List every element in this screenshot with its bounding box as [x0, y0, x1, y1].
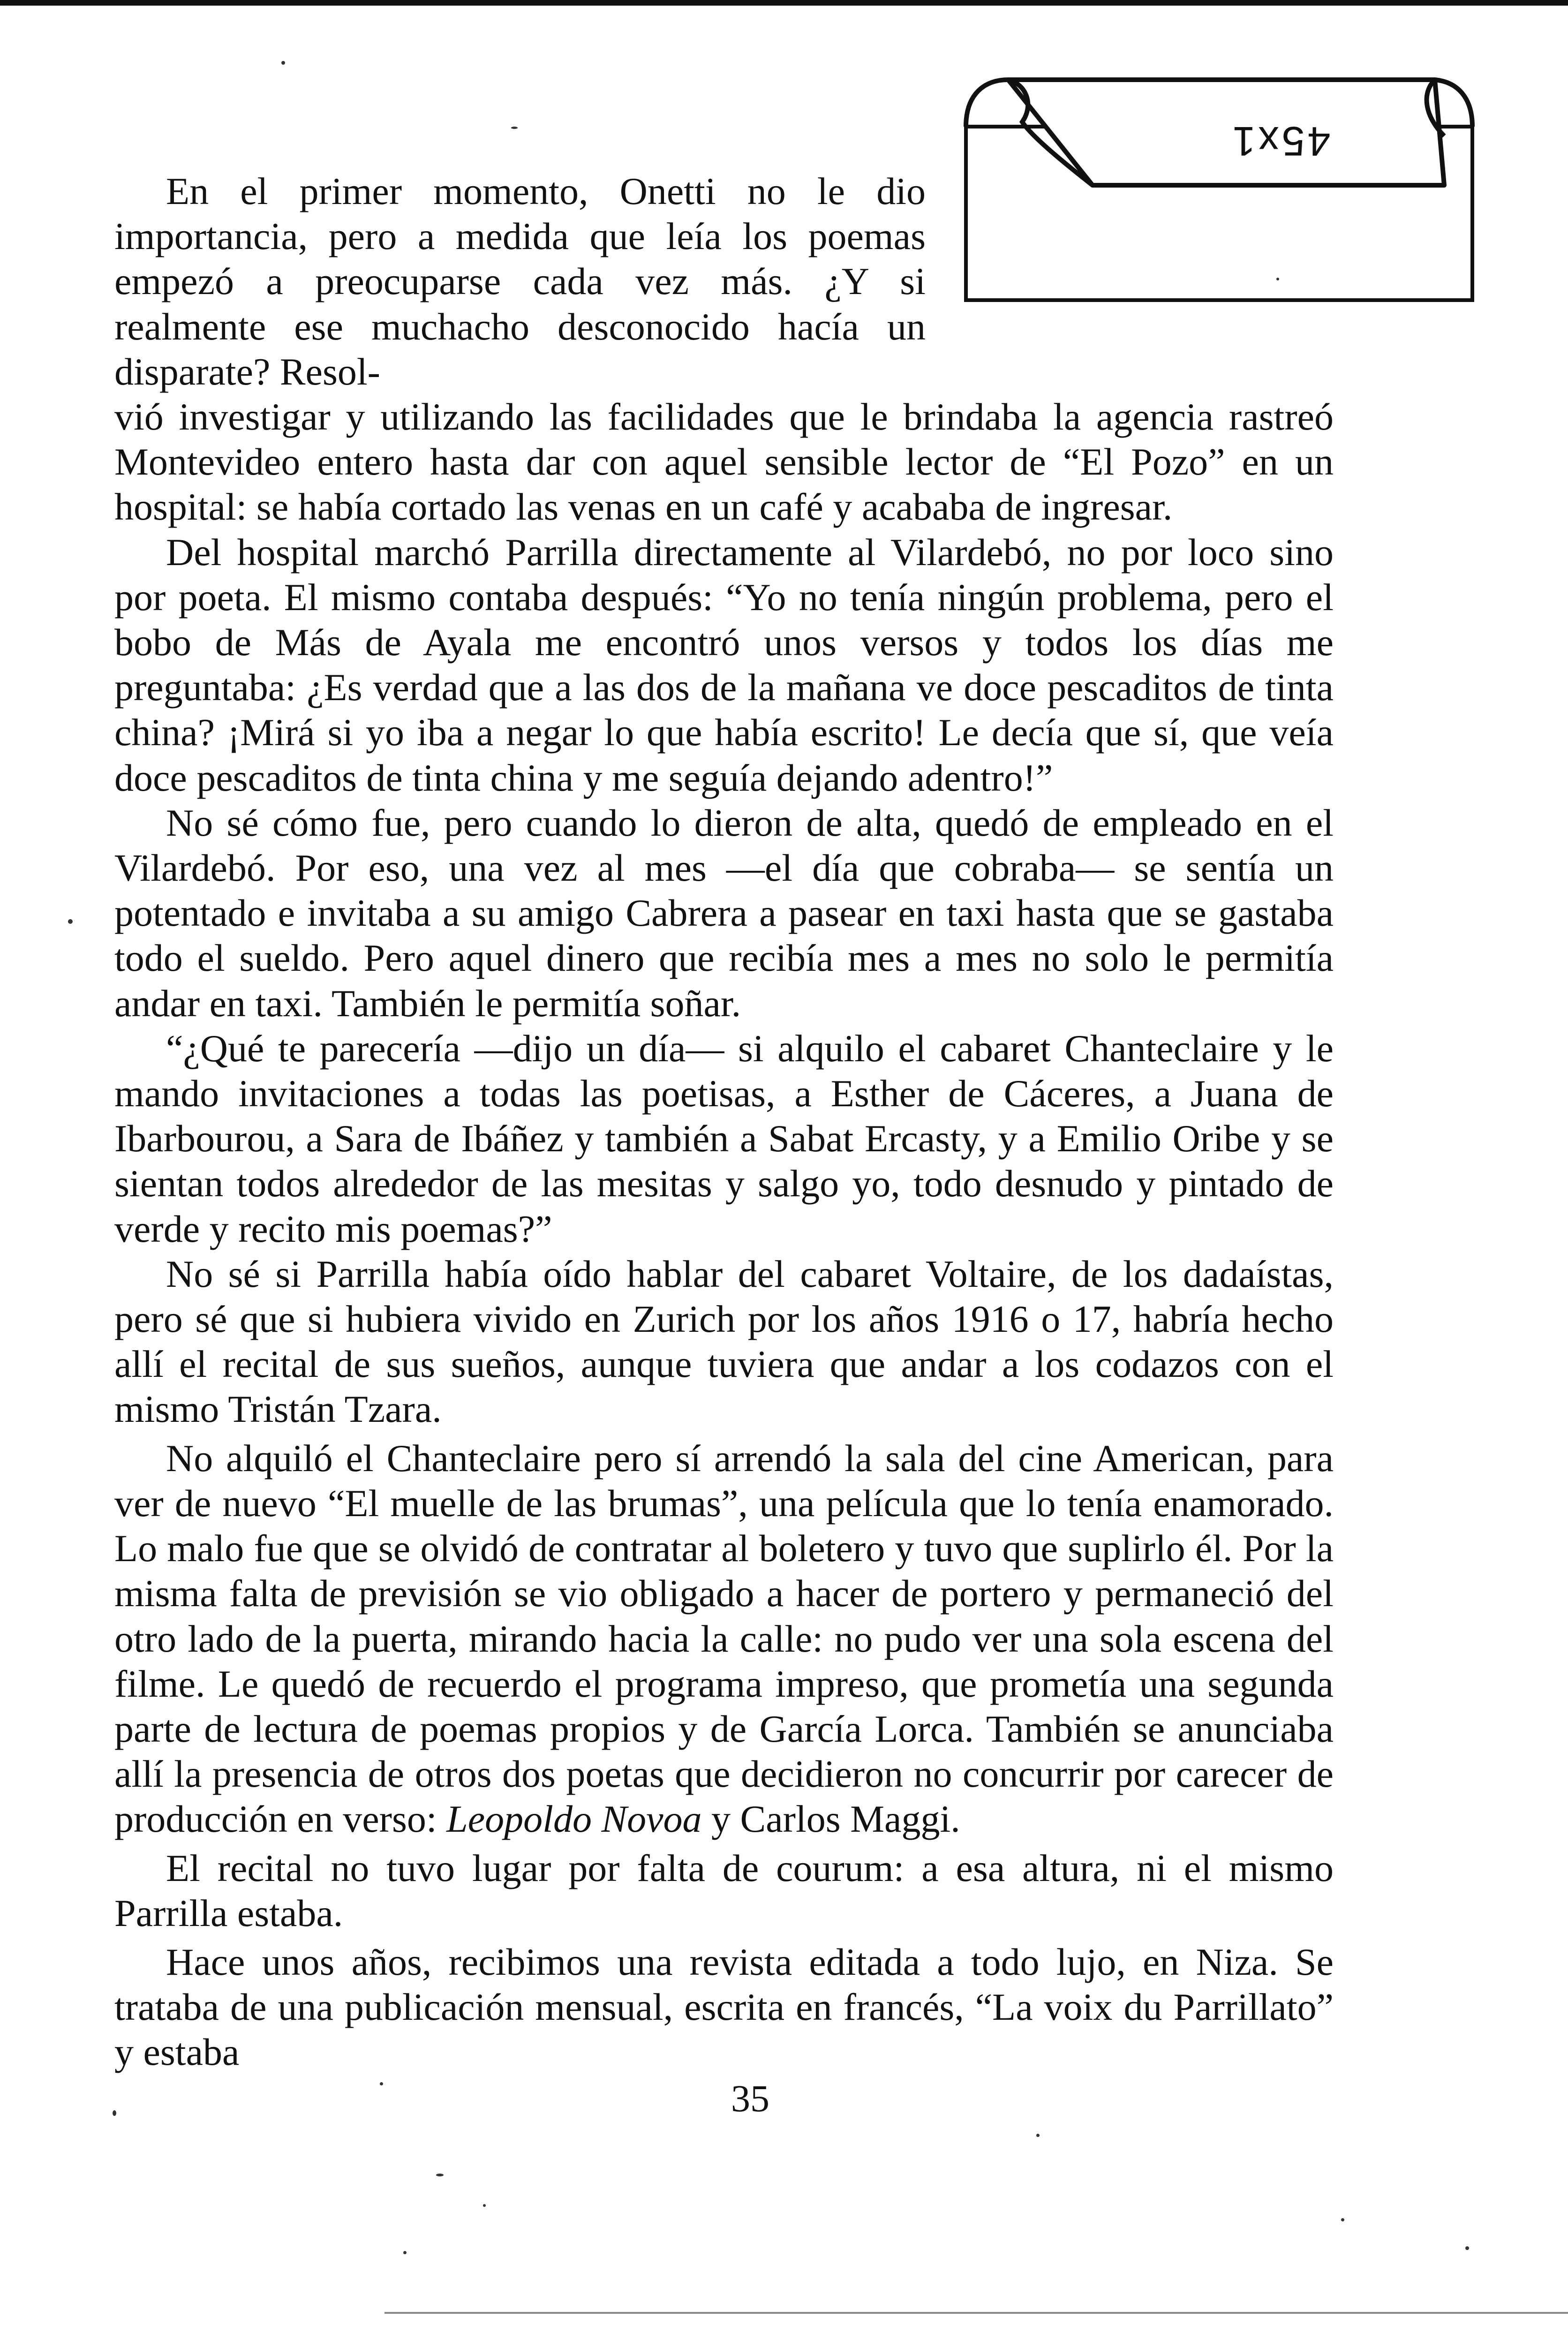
paragraph: Hace unos años, recibimos una revista editada a todo lujo, en Niza. Se trataba de una publicación mensual, escrita en francés, “La voix du Parrillato” y estaba — [114, 1940, 1334, 2074]
scan-speck — [511, 127, 518, 129]
paragraph: “¿Qué te parecería —dijo un día— si alquilo el cabaret Chanteclaire y le mando invitaciones a todas las poetisas, a Esther de Cáceres, a Juana de Ibarbourou, a Sara de Ibáñez y también a Sabat Ercasty, y a Emilio Oribe y se sientan todos alrededor de las mesitas y salgo yo, todo desnudo y pintado de verde y recito mis poemas?” — [114, 1027, 1334, 1250]
paragraph-text: No alquiló el Chanteclaire pero sí arrendó la sala del cine American, para ver de nuevo “El muelle de las brumas”, una película que lo tenía enamorado. Lo malo fue que se olvidó de contratar al boletero y tuvo que suplirlo él. Por la misma falta de previsión se vio obligado a hacer de portero y permaneció del otro lado de la puerta, mirando hacia la calle: no pudo ver una sola escena del filme. Le quedó de recuerdo el programa impreso, que prometía una segunda parte de lectura de poemas propios y de García Lorca. También se anunciaba allí la presencia de otros dos poetas que decidieron no concurrir por carecer de producción en verso: — [114, 1436, 1334, 1841]
stamp-label: 45x1 — [1229, 118, 1331, 165]
scan-speck — [403, 2251, 407, 2254]
scan-speck — [483, 2204, 486, 2207]
scan-speck — [1341, 2218, 1344, 2221]
top-border-rule — [0, 0, 1568, 6]
scan-speck — [113, 2110, 116, 2116]
paragraph: Del hospital marchó Parrilla directamente al Vilardebó, no por loco sino por poeta. El mismo contaba después: “Yo no tenía ningún problema, pero el bobo de Más de Ayala me encontró unos versos y todos los días me preguntaba: ¿Es verdad que a las dos de la mañana ve doce pescaditos de tinta china? ¡Mirá si yo iba a negar lo que había escrito! Le decía que sí, que veía doce pescaditos de tinta china y me seguía dejando adentro!” — [114, 530, 1334, 799]
scan-speck — [68, 919, 73, 924]
bottom-edge-rule — [384, 2312, 1568, 2314]
paragraph: vió investigar y utilizando las facilidades que le brindaba la agencia rastreó Montevideo entero hasta dar con aquel sensible lector de “El Pozo” en un hospital: se había cortado las venas en un café y acababa de ingresar. — [114, 395, 1334, 529]
scan-speck — [436, 2174, 444, 2176]
page-number: 35 — [731, 2077, 769, 2120]
paragraph: No sé si Parrilla había oído hablar del cabaret Voltaire, de los dadaístas, pero sé que si hubiera vivido en Zurich por los años 1916 o 17, habría hecho allí el recital de sus sueños, aunque tuviera que andar a los codazos con el mismo Tristán Tzara. — [114, 1252, 1334, 1431]
scan-speck — [281, 61, 285, 65]
scan-speck — [1036, 2134, 1040, 2137]
paragraph: En el primer momento, Onetti no le dio importancia, pero a medida que leía los poemas empezó a preocuparse cada vez más. ¿Y si realmente ese muchacho desconocido hacía un disparate? Resol- — [114, 170, 926, 393]
paragraph — [114, 1436, 1334, 1842]
paragraph: No sé cómo fue, pero cuando lo dieron de alta, quedó de empleado en el Vilardebó. Por eso, una vez al mes —el día que cobraba— se sentía un potentado e invitaba a su amigo Cabrera a pasear en taxi hasta que se gastaba todo el sueldo. Pero aquel dinero que recibía mes a mes no solo le permitía andar en taxi. También le permitía soñar. — [114, 801, 1334, 1025]
body-text — [114, 169, 1334, 2075]
scan-speck — [1465, 2246, 1469, 2250]
paragraph: El recital no tuvo lugar por falta de courum: a esa altura, ni el mismo Parrilla estaba. — [114, 1846, 1334, 1934]
italic-name: Leopoldo Novoa — [446, 1797, 702, 1841]
scan-speck — [380, 2082, 383, 2085]
paragraph-text: y Carlos Maggi. — [701, 1797, 960, 1841]
